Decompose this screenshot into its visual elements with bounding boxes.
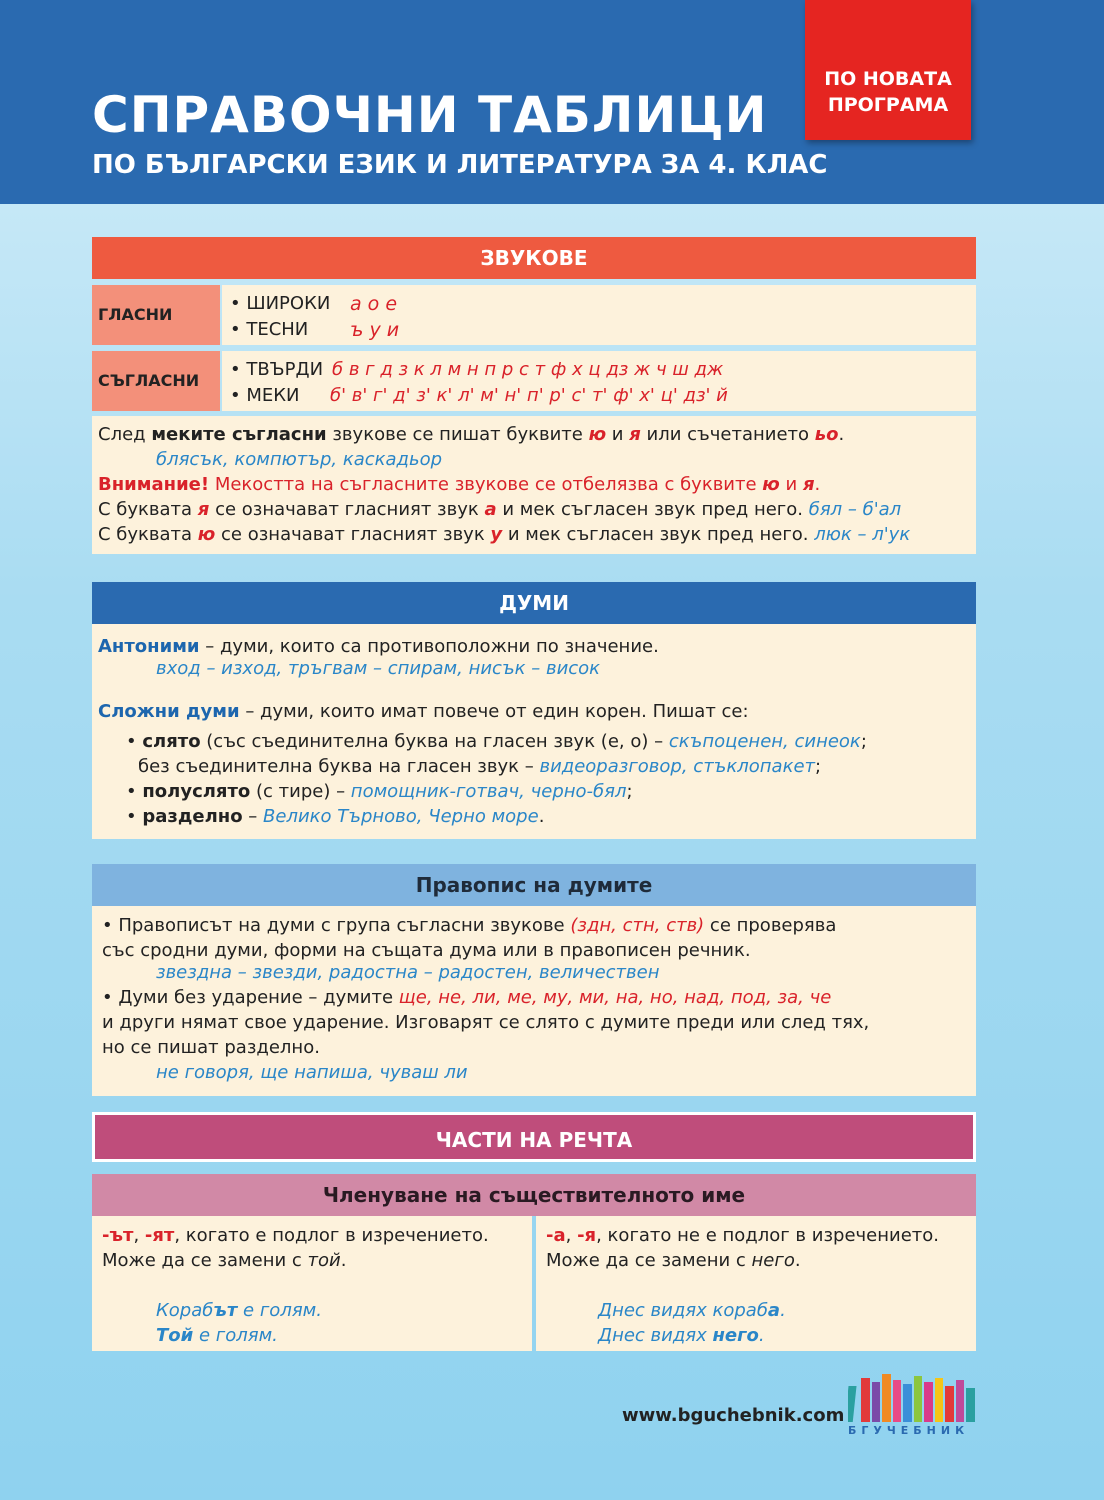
article-object-example-2: Днес видях него. xyxy=(598,1325,765,1346)
consonants-label: СЪГЛАСНИ xyxy=(92,351,220,411)
article-subject-example-1: Корабът е голям. xyxy=(156,1300,322,1321)
spelling-heading: Правопис на думите xyxy=(92,864,976,906)
narrow-letters: ъ у и xyxy=(350,319,400,341)
spelling-panel xyxy=(92,906,976,1096)
vowels-content xyxy=(222,285,976,345)
article-heading: Членуване на съществителното име xyxy=(92,1174,976,1216)
parts-heading: ЧАСТИ НА РЕЧТА xyxy=(92,1112,976,1162)
attention-note: Внимание! Мекостта на съгласните звукове се отбелязва с буквите ю и я. xyxy=(98,474,821,495)
article-object-example-1: Днес видях кораба. xyxy=(598,1300,786,1321)
compound-bullet-joined: • слято (със съединителна буква на гласен звук (е, о) – скъпоценен, синеок; xyxy=(126,731,867,752)
article-left-panel xyxy=(92,1216,532,1351)
soft-letters: б' в' г' д' з' к' л' м' н' п' р' с' т' ф' х' ц' дз' й xyxy=(330,385,728,406)
narrow-label: • ТЕСНИ xyxy=(230,319,309,340)
consonants-content xyxy=(222,351,976,411)
spelling-rule-1-line2: със сродни думи, форми на същата дума или в правописен речник. xyxy=(102,940,751,961)
page-subtitle: ПО БЪЛГАРСКИ ЕЗИК И ЛИТЕРАТУРА ЗА 4. КЛАС xyxy=(92,150,828,180)
spelling-rule-2-line2: и други нямат свое ударение. Изговарят се слято с думите преди или след тях, xyxy=(102,1012,870,1033)
soft-rule: След меките съгласни звукове се пишат буквите ю и я или съчетанието ьо. xyxy=(98,424,845,445)
badge-line-2: ПРОГРАМА xyxy=(827,94,949,116)
publisher-url[interactable]: www.bguchebnik.com xyxy=(622,1405,845,1426)
books-logo-icon xyxy=(848,1372,978,1424)
spelling-rule-1-examples: звездна – звезди, радостна – радостен, величествен xyxy=(156,962,660,983)
vowels-label: ГЛАСНИ xyxy=(92,285,220,345)
article-subject-rule: -ът, -ят, когато е подлог в изречението. xyxy=(102,1225,489,1246)
page-title: СПРАВОЧНИ ТАБЛИЦИ xyxy=(92,86,768,144)
sounds-rules-panel xyxy=(92,416,976,554)
wide-letters: а о е xyxy=(350,293,398,315)
compound-definition: Сложни думи – думи, които имат повече от един корен. Пишат се: xyxy=(98,701,749,722)
compound-joined-no-link: без съединителна буква на гласен звук – видеоразговор, стъклопакет; xyxy=(138,756,822,777)
soft-label: • МЕКИ xyxy=(230,385,300,406)
antonyms-definition: Антоними – думи, които са противоположни по значение. xyxy=(98,636,659,657)
article-subject-replace: Може да се замени с той. xyxy=(102,1250,347,1271)
spelling-rule-2: • Думи без ударение – думите ще, не, ли, ме, му, ми, на, но, над, под, за, че xyxy=(102,987,832,1008)
hard-label: • ТВЪРДИ xyxy=(230,359,324,380)
badge-line-1: ПО НОВАТА xyxy=(824,68,952,90)
yu-rule: С буквата ю се означават гласният звук у и мек съгласен звук пред него. люк – л'ук xyxy=(98,524,911,545)
compound-bullet-hyphen: • полуслято (с тире) – помощник-готвач, черно-бял; xyxy=(126,781,633,802)
article-object-rule: -а, -я, когато не е подлог в изречението. xyxy=(546,1225,939,1246)
spelling-rule-2-line3: но се пишат разделно. xyxy=(102,1037,320,1058)
antonyms-examples: вход – изход, тръгвам – спирам, нисък – висок xyxy=(156,658,601,679)
words-panel xyxy=(92,624,976,839)
words-heading: ДУМИ xyxy=(92,582,976,624)
spelling-rule-2-examples: не говоря, ще напиша, чуваш ли xyxy=(156,1062,468,1083)
spelling-rule-1: • Правописът на думи с група съгласни звукове (здн, стн, ств) се проверява xyxy=(102,915,837,936)
soft-rule-examples: блясък, компютър, каскадьор xyxy=(156,449,443,470)
article-object-replace: Може да се замени с него. xyxy=(546,1250,801,1271)
hard-letters: б в г д з к л м н п р с т ф х ц дз ж ч ш дж xyxy=(332,359,724,380)
article-subject-example-2: Той е голям. xyxy=(156,1325,278,1346)
publisher-logo-text: БГУЧЕБНИК xyxy=(848,1424,970,1437)
article-right-panel xyxy=(536,1216,976,1351)
compound-bullet-separate: • разделно – Велико Търново, Черно море. xyxy=(126,806,545,827)
sounds-heading: ЗВУКОВЕ xyxy=(92,237,976,279)
ya-rule: С буквата я се означават гласният звук а и мек съгласен звук пред него. бял – б'ал xyxy=(98,499,902,520)
wide-label: • ШИРОКИ xyxy=(230,293,331,314)
new-program-badge xyxy=(805,0,971,140)
